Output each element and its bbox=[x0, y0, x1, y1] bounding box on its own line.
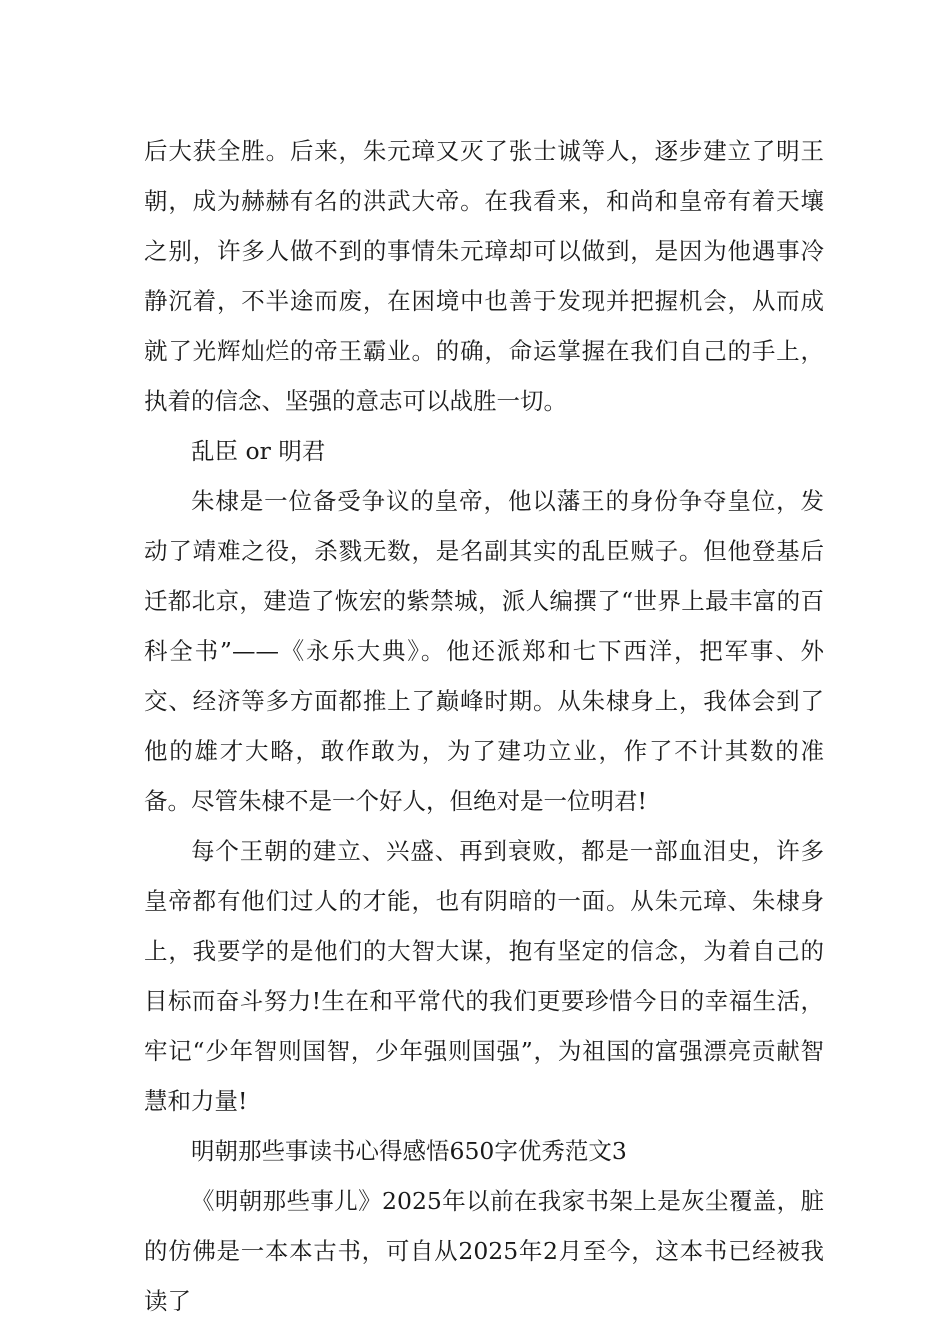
section-heading-luanchen-or-mingjun: 乱臣 or 明君 bbox=[191, 437, 326, 465]
document-body bbox=[144, 126, 824, 1326]
paragraph-dynasties: 每个王朝的建立、兴盛、再到衰败，都是一部血泪史，许多皇帝都有他们过人的才能，也有阴暗的一面。从朱元璋、朱棣身上，我要学的是他们的大智大谋，抱有坚定的信念，为着自己的目标而奋斗努力!生在和平常代的我们更要珍惜今日的幸福生活，牢记“少年智则国智，少年强则国强”，为祖国的富强漂亮贡献智慧和力量! bbox=[144, 837, 824, 1115]
section-heading-essay-3: 明朝那些事读书心得感悟650字优秀范文3 bbox=[191, 1137, 627, 1165]
paragraph-continued: 后大获全胜。后来，朱元璋又灭了张士诚等人，逐步建立了明王朝，成为赫赫有名的洪武大帝。在我看来，和尚和皇帝有着天壤之别，许多人做不到的事情朱元璋却可以做到，是因为他遇事冷静沉着，不半途而废，在困境中也善于发现并把握机会，从而成就了光辉灿烂的帝王霸业。的确，命运掌握在我们自己的手上，执着的信念、坚强的意志可以战胜一切。 bbox=[144, 137, 824, 415]
paragraph-bookshelf: 《明朝那些事儿》2025年以前在我家书架上是灰尘覆盖，脏的仿佛是一本本古书，可自从2025年2月至今，这本书已经被我读了 bbox=[144, 1187, 824, 1315]
paragraph-zhu-di: 朱棣是一位备受争议的皇帝，他以藩王的身份争夺皇位，发动了靖难之役，杀戮无数，是名副其实的乱臣贼子。但他登基后迁都北京，建造了恢宏的紫禁城，派人编撰了“世界上最丰富的百科全书”——《永乐大典》。他还派郑和七下西洋，把军事、外交、经济等多方面都推上了巅峰时期。从朱棣身上，我体会到了他的雄才大略，敢作敢为，为了建功立业，作了不计其数的准备。尽管朱棣不是一个好人，但绝对是一位明君! bbox=[144, 487, 824, 815]
